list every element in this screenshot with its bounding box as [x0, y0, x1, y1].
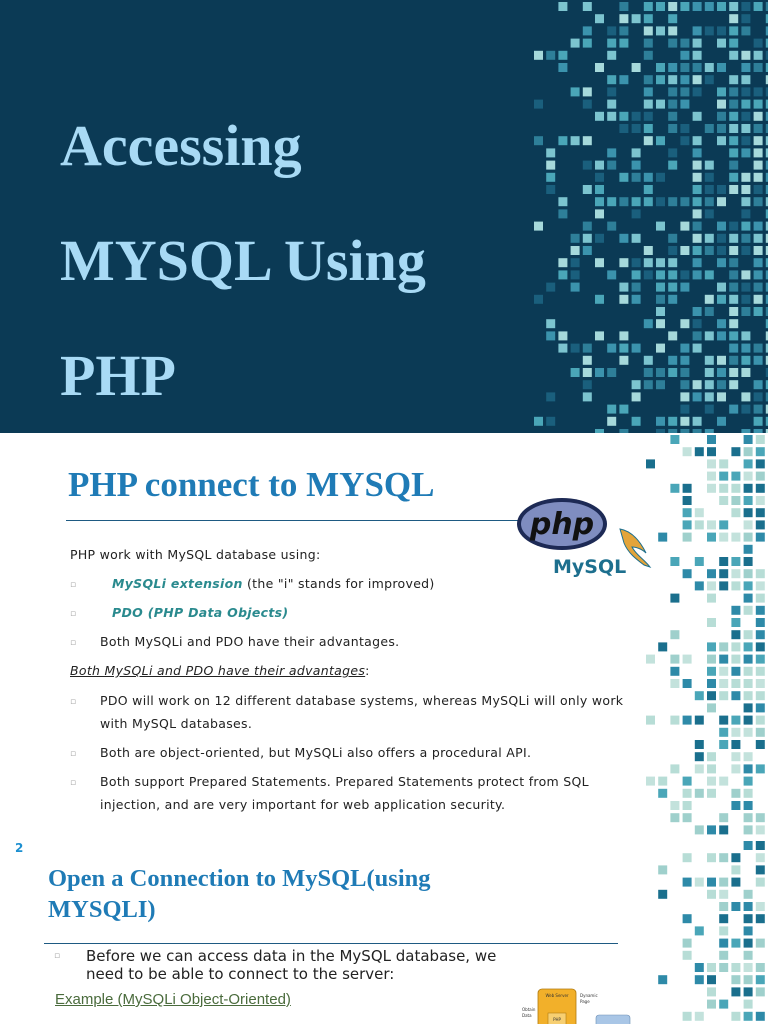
svg-text:PHP: PHP: [553, 1017, 561, 1022]
open-connection-slide: [0, 839, 768, 1024]
php-connect-slide: [0, 433, 768, 839]
bullet-marker: ▫: [70, 638, 77, 648]
slide-title-line-3: PHP: [60, 343, 176, 408]
slide-title: [60, 88, 530, 433]
advantages-note: Both MySQLi and PDO have their advantages.: [100, 634, 400, 649]
svg-text:MySQL: MySQL: [553, 556, 627, 578]
heading-divider: [66, 520, 518, 521]
advantage-1-line-2: with MySQL databases.: [100, 716, 253, 731]
svg-text:Page: Page: [580, 999, 590, 1004]
option-mysqli: [112, 576, 435, 591]
svg-text:Web Server: Web Server: [545, 993, 569, 998]
bullet-marker: ▫: [70, 697, 77, 707]
option-pdo: [112, 605, 288, 620]
option-pdo-name: PDO (PHP Data Objects): [112, 605, 289, 620]
intro-text: PHP work with MySQL database using:: [70, 547, 321, 562]
svg-text:Obtain: Obtain: [522, 1007, 536, 1012]
advantages-heading: Both MySQLi and PDO have their advantages:: [70, 663, 370, 678]
svg-text:Dynamic: Dynamic: [580, 993, 598, 998]
slide-heading: [48, 863, 508, 925]
php-mysql-logo: [516, 495, 656, 579]
title-slide: [0, 0, 768, 433]
option-mysqli-note: (the "i" stands for improved): [242, 576, 435, 591]
bullet-marker: ▫: [70, 749, 77, 759]
bullet-marker: ▫: [70, 580, 77, 590]
connection-bullet: [86, 947, 526, 983]
web-server-diagram: [520, 987, 640, 1024]
bullet-marker: ▫: [70, 778, 77, 788]
connection-bullet-line-2: need to be able to connect to the server:: [86, 965, 395, 983]
advantage-3-line-2: injection, and are very important for web application security.: [100, 797, 506, 812]
svg-text:Data: Data: [522, 1013, 532, 1018]
advantage-1-line-1: PDO will work on 12 different database systems, whereas MySQLi will only work: [100, 693, 624, 708]
advantage-3-line-1: Both support Prepared Statements. Prepared Statements protect from SQL: [100, 774, 589, 789]
example-heading: Example (MySQLi Object-Oriented): [55, 991, 291, 1008]
slide-title-line-1: Accessing: [60, 113, 302, 178]
slide-title-line-2: MYSQL Using: [60, 228, 426, 293]
page-number: 2: [15, 841, 24, 855]
slide-heading-line-2: MYSQLI): [48, 896, 156, 923]
option-mysqli-name: MySQLi extension: [112, 576, 243, 591]
heading-divider: [44, 943, 618, 944]
svg-text:php: php: [529, 507, 595, 542]
slide-heading: PHP connect to MYSQL: [68, 465, 435, 504]
slide-heading-line-1: Open a Connection to MySQL(using: [48, 865, 431, 892]
connection-bullet-line-1: Before we can access data in the MySQL database, we: [86, 947, 497, 965]
advantage-2-line-1: Both are object-oriented, but MySQLi also offers a procedural API.: [100, 745, 532, 760]
bullet-marker: ▫: [70, 609, 77, 619]
bullet-marker: ▫: [54, 951, 61, 961]
